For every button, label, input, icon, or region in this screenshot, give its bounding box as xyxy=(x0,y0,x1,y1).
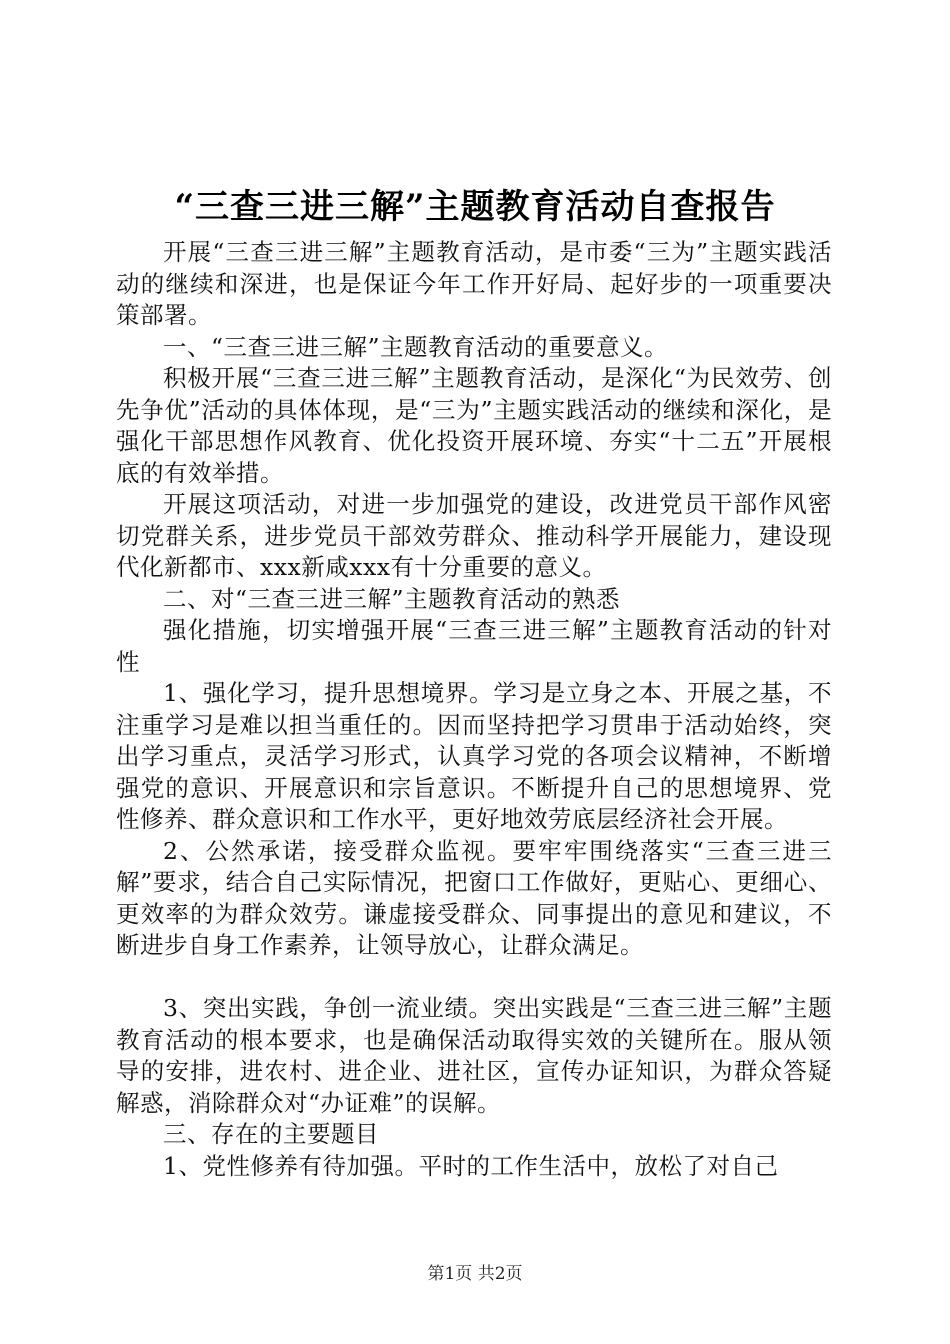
paragraph-measures: 强化措施，切实增强开展“三查三进三解”主题教育活动的针对性 xyxy=(116,616,832,676)
paragraph-item-1: 1、强化学习，提升思想境界。学习是立身之本、开展之基，不注重学习是难以担当重任的。因而坚持把学习贯串于活动始终，突出学习重点，灵活学习形式，认真学习党的各项会议精神，不断增强党的意识、开展意识和宗旨意识。不断提升自己的思想境界、党性修养、群众意识和工作水平，更好地效劳底层经济社会开展。 xyxy=(116,679,832,833)
paragraph-activity-meaning: 开展这项活动，对进一步加强党的建设，改进党员干部作风密切党群关系，进步党员干部效劳群众、推动科学开展能力，建设现代化新都市、xxx新咸xxx有十分重要的意义。 xyxy=(116,490,832,581)
paragraph-item-2: 2、公然承诺，接受群众监视。要牢牢围绕落实“三查三进三解”要求，结合自己实际情况，把窗口工作做好，更贴心、更细心、更效率的为群众效劳。谦虚接受群众、同事提出的意见和建议，不断进步自身工作素养，让领导放心，让群众满足。 xyxy=(116,836,832,959)
document-body xyxy=(116,237,832,1182)
section-heading-3: 三、存在的主要题目 xyxy=(163,1120,379,1148)
section-heading-1: 一、“三查三进三解”主题教育活动的重要意义。 xyxy=(163,332,669,361)
document-title: “三查三进三解”主题教育活动自查报告 xyxy=(174,187,776,227)
paragraph-item-3: 3、突出实践，争创一流业绩。突出实践是“三查三进三解”主题教育活动的根本要求，也是确保活动取得实效的关键所在。服从领导的安排，进农村、进企业、进社区，宣传办证知识，为群众答疑解惑，消除群众对“办证难”的误解。 xyxy=(116,994,832,1117)
page-footer: 第1页 共2页 xyxy=(427,1264,523,1284)
section-heading-2: 二、对“三查三进三解”主题教育活动的熟悉 xyxy=(163,584,621,613)
paragraph-significance: 积极开展“三查三进三解”主题教育活动，是深化“为民效劳、创先争优”活动的具体体现，是“三为”主题实践活动的继续和深化，是强化干部思想作风教育、优化投资开展环境、夯实“十二五”开展根底的有效举措。 xyxy=(116,364,832,487)
paragraph-problem-1: 1、党性修养有待加强。平时的工作生活中，放松了对自己 xyxy=(163,1151,779,1180)
paragraph-intro: 开展“三查三进三解”主题教育活动，是市委“三为”主题实践活动的继续和深进，也是保证今年工作开好局、起好步的一项重要决策部署。 xyxy=(116,238,832,329)
